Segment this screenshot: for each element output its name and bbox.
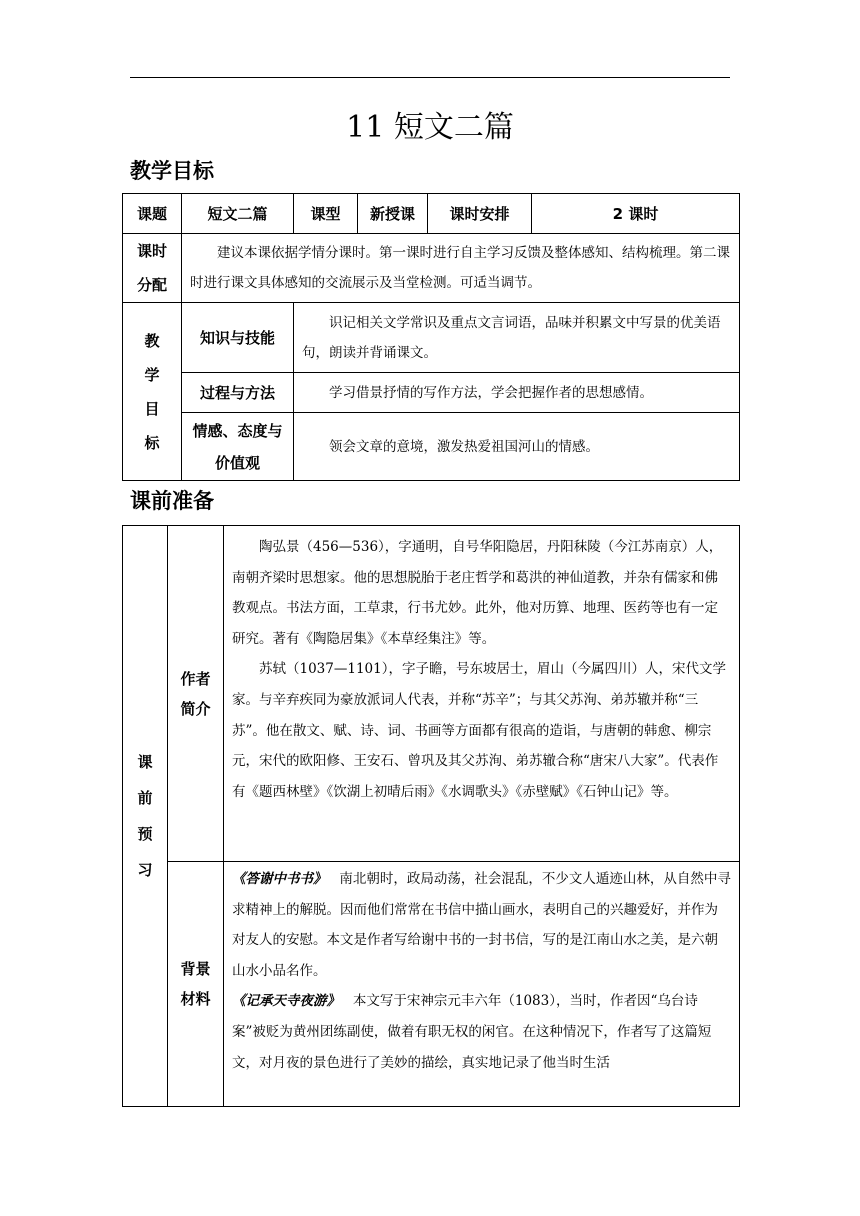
label-allocation: 课时 分配 xyxy=(123,234,182,303)
label-objectives: 教 学 目 标 xyxy=(123,303,182,481)
objective-text-emotion: 领会文章的意境，激发热爱祖国河山的情感。 xyxy=(294,413,740,481)
objective-row-process xyxy=(123,373,740,413)
topic-value: 短文二篇 xyxy=(182,194,294,234)
allocation-row xyxy=(123,234,740,303)
label-background: 背景 材料 xyxy=(168,862,224,1107)
prep-table xyxy=(122,525,740,1107)
author-row xyxy=(123,526,740,862)
hours-value: 2 课时 xyxy=(532,194,740,234)
goals-header-row xyxy=(123,194,740,234)
objective-label-emotion: 情感、态度与 价值观 xyxy=(182,413,294,481)
background-item-letter: 《答谢中书书》 南北朝时，政局动荡，社会混乱，不少文人遁迹山林，从自然中寻求精神上的解脱。因而他们常常在书信中描山画水，表明自己的兴趣爱好，并作为对友人的安慰。本文是作者写给谢中书的一封书信，写的是江南山水之美，是六朝山水小品名作。 xyxy=(232,871,731,979)
label-author: 作者 简介 xyxy=(168,526,224,862)
page-title: 11 短文二篇 xyxy=(346,110,514,145)
allocation-text: 建议本课依据学情分课时。第一课时进行自主学习反馈及整体感知、结构梳理。第二课时进行课文具体感知的交流展示及当堂检测。可适当调节。 xyxy=(182,234,740,303)
author-bio xyxy=(224,526,740,862)
label-type: 课型 xyxy=(294,194,358,234)
goals-table xyxy=(122,193,740,481)
author-bio-su: 苏轼（1037—1101），字子瞻，号东坡居士，眉山（今属四川）人，宋代文学家。与辛弃疾同为豪放派词人代表，并称“苏辛”；与其父苏洵、弟苏辙并称“三苏”。他在散文、赋、诗、词、书画等方面都有很高的造诣，与唐朝的韩愈、柳宗元，宋代的欧阳修、王安石、曾巩及其父苏洵、弟苏辙合称“唐宋八大家”。代表作有《题西林壁》《饮湖上初晴后雨》《水调歌头》《赤壁赋》《石钟山记》等。 xyxy=(232,661,726,800)
objective-label-knowledge: 知识与技能 xyxy=(182,303,294,373)
background-title-temple: 《记承天寺夜游》 xyxy=(232,993,340,1010)
section-heading-goals: 教学目标 xyxy=(130,159,214,183)
label-topic: 课题 xyxy=(123,194,182,234)
background-title-letter: 《答谢中书书》 xyxy=(232,871,327,887)
label-hours: 课时安排 xyxy=(428,194,532,234)
section-heading-prep: 课前准备 xyxy=(130,489,214,513)
label-preview: 课 前 预 习 xyxy=(123,526,168,1107)
background-material xyxy=(224,862,740,1107)
type-value: 新授课 xyxy=(358,194,428,234)
objective-text-process: 学习借景抒情的写作方法，学会把握作者的思想感情。 xyxy=(294,373,740,413)
background-row xyxy=(123,862,740,1107)
header-rule xyxy=(130,77,730,78)
objective-row-knowledge xyxy=(123,303,740,373)
objective-row-emotion xyxy=(123,413,740,481)
author-bio-tao: 陶弘景（456—536），字通明，自号华阳隐居，丹阳秣陵（今江苏南京）人，南朝齐梁时思想家。他的思想脱胎于老庄哲学和葛洪的神仙道教，并杂有儒家和佛教观点。书法方面，工草隶，行书尤妙。此外，他对历算、地理、医药等也有一定研究。著有《陶隐居集》《本草经集注》等。 xyxy=(232,539,723,647)
objective-text-knowledge: 识记相关文学常识及重点文言词语，品味并积累文中写景的优美语句，朗读并背诵课文。 xyxy=(294,303,740,373)
objective-label-process: 过程与方法 xyxy=(182,373,294,413)
background-item-temple: 《记承天寺夜游》 本文写于宋神宗元丰六年（1083），当时，作者因“乌台诗案”被贬为黄州团练副使，做着有职无权的闲官。在这种情况下，作者写了这篇短文，对月夜的景色进行了美妙的描绘，真实地记录了他当时生活 xyxy=(232,993,712,1071)
